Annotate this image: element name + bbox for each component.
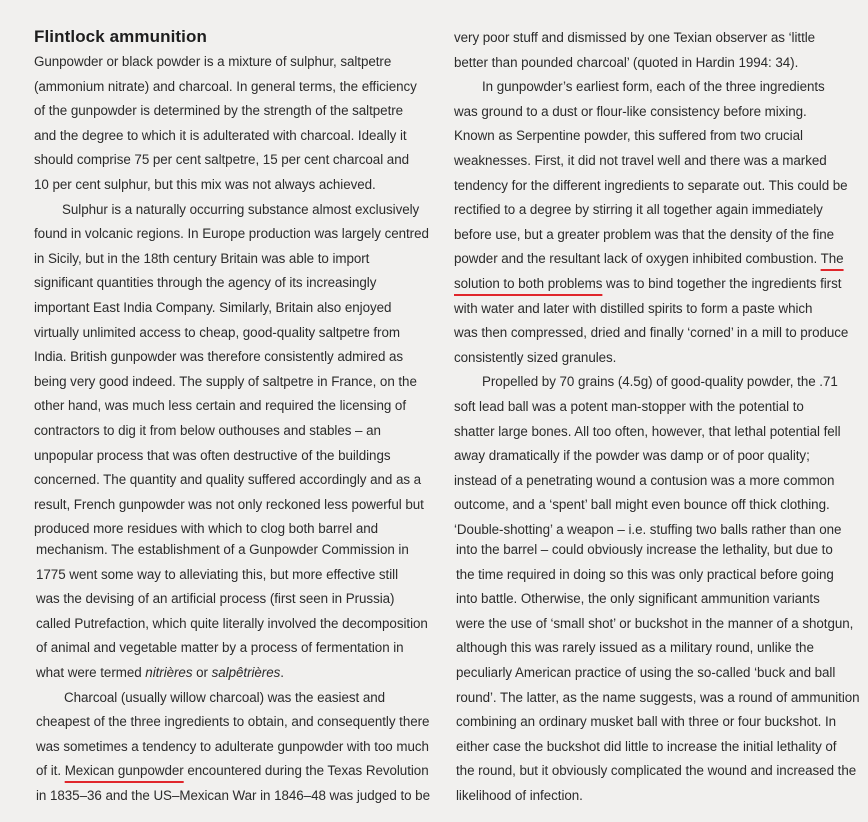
text-line: found in volcanic regions. In Europe production was largely centred <box>34 226 429 242</box>
text-line: India. British gunpowder was therefore consistently admired as <box>34 349 404 365</box>
text-line: virtually unlimited access to cheap, good-quality saltpetre from <box>34 324 400 340</box>
text-line <box>36 661 429 686</box>
text-line: likelihood of infection. <box>456 787 583 803</box>
text-line: Sulphur is a naturally occurring substance almost exclusively <box>62 201 420 217</box>
text-line: combining an ordinary musket ball with three or four buckshot. In <box>456 714 837 730</box>
text-line: the time required in doing so this was only practical before going <box>456 566 834 582</box>
text-line: round’. The latter, as the name suggests, was a round of ammunition <box>456 689 860 705</box>
text-span: what were termed <box>36 664 146 680</box>
text-line: Known as Serpentine powder, this suffered from two crucial <box>454 128 803 144</box>
text-line: Charcoal (usually willow charcoal) was the easiest and <box>64 689 386 705</box>
text-line: unpopular process that was often destructive of the buildings <box>34 447 391 463</box>
text-line: shatter large bones. All too often, however, that lethal potential fell <box>454 423 841 439</box>
text-line: better than pounded charcoal’ (quoted in Hardin 1994: 34). <box>454 54 799 70</box>
text-line: contractors to dig it from below outhouses and stables – an <box>34 422 381 438</box>
text-line: into battle. Otherwise, the only significant ammunition variants <box>456 591 820 607</box>
text-line: with water and later with distilled spirits to form a paste which <box>454 300 813 316</box>
text-line: result, French gunpowder was not only reckoned less powerful but <box>34 496 424 512</box>
text-line: peculiarly American practice of using the so-called ‘buck and ball <box>456 664 836 680</box>
text-line: being very good indeed. The supply of saltpetre in France, on the <box>34 373 417 389</box>
text-line <box>454 247 844 272</box>
text-line: and the degree to which it is adulterated with charcoal. Ideally it <box>34 127 407 143</box>
text-line: into the barrel – could obviously increase the lethality, but due to <box>456 542 833 557</box>
text-line: of the gunpowder is determined by the strength of the saltpetre <box>34 103 404 119</box>
text-line: concerned. The quantity and quality suffered accordingly and as a <box>34 472 422 488</box>
text-span: of it. <box>36 763 65 779</box>
left-column-bottom <box>36 538 429 809</box>
text-line: Propelled by 70 grains (4.5g) of good-quality powder, the .71 <box>482 374 838 390</box>
text-line: cheapest of the three ingredients to obtain, and consequently there <box>36 714 430 730</box>
text-line: mechanism. The establishment of a Gunpowder Commission in <box>36 542 409 557</box>
text-line: the round, but it obviously complicated the wound and increased the <box>456 763 857 779</box>
text-line: produced more residues with which to clog both barrel and <box>34 521 379 537</box>
text-line: ‘Double-shotting’ a weapon – i.e. stuffing two balls rather than one <box>454 521 842 537</box>
italic-term: nitrières <box>145 664 193 680</box>
right-column-bottom <box>456 538 860 809</box>
text-line: (ammonium nitrate) and charcoal. In general terms, the efficiency <box>34 78 417 94</box>
text-line: instead of a penetrating wound a contusion was a more common <box>454 472 835 488</box>
highlighted-phrase: The <box>820 251 844 267</box>
text-line: rectified to a degree by stirring it all together again immediately <box>454 202 823 218</box>
text-line: called Putrefaction, which quite literally involved the decomposition <box>36 615 428 631</box>
text-line: tendency for the different ingredients to separate out. This could be <box>454 177 848 193</box>
text-line: in Sicily, but in the 18th century Britain was able to import <box>34 250 370 266</box>
text-span: encountered during the Texas Revolution <box>183 763 429 779</box>
left-column-top <box>34 26 429 542</box>
text-line: was sometimes a tendency to adulterate gunpowder with too much <box>36 738 429 754</box>
text-line: very poor stuff and dismissed by one Texian observer as ‘little <box>454 30 816 45</box>
text-line: 1775 went some way to alleviating this, but more effective still <box>36 566 399 582</box>
text-line: consistently sized granules. <box>454 349 617 365</box>
text-line <box>454 272 844 297</box>
text-line: although this was rarely issued as a military round, unlike the <box>456 640 814 656</box>
text-line: 10 per cent sulphur, but this mix was not always achieved. <box>34 176 376 192</box>
section-heading: Flintlock ammunition <box>34 27 207 46</box>
text-line: other hand, was much less certain and required the licensing of <box>34 398 407 414</box>
text-span: . <box>280 664 284 680</box>
italic-term: salpêtrières <box>211 664 281 680</box>
text-line: either case the buckshot did little to increase the initial lethality of <box>456 738 837 754</box>
text-line: outcome, and a ‘spent’ ball might even bounce off thick clothing. <box>454 497 830 513</box>
text-span: or <box>192 664 212 680</box>
highlighted-phrase: Mexican gunpowder <box>64 763 184 779</box>
text-span: was to bind together the ingredients first <box>602 275 842 291</box>
text-line: In gunpowder’s earliest form, each of the three ingredients <box>482 79 825 95</box>
text-line: weaknesses. First, it did not travel well and there was a marked <box>454 152 827 168</box>
text-line: soft lead ball was a potent man-stopper with the potential to <box>454 398 804 414</box>
text-span: powder and the resultant lack of oxygen inhibited combustion. <box>454 251 821 267</box>
text-line: away dramatically if the powder was damp or of poor quality; <box>454 448 810 464</box>
text-line: of animal and vegetable matter by a process of fermentation in <box>36 640 404 656</box>
text-line: Gunpowder or black powder is a mixture of sulphur, saltpetre <box>34 54 392 69</box>
highlighted-phrase: solution to both problems <box>454 275 603 291</box>
text-line: should comprise 75 per cent saltpetre, 15 per cent charcoal and <box>34 152 409 168</box>
text-line: were the use of ‘small shot’ or buckshot in the manner of a shotgun, <box>456 615 854 631</box>
right-column-top <box>454 26 849 542</box>
text-line: significant quantities through the agency of its increasingly <box>34 275 377 291</box>
text-line: was ground to a dust or flour-like consistency before mixing. <box>454 103 807 119</box>
text-line: in 1835–36 and the US–Mexican War in 1846–48 was judged to be <box>36 787 430 803</box>
text-line: important East India Company. Similarly, Britain also enjoyed <box>34 299 392 315</box>
text-line <box>36 759 429 784</box>
text-line: before use, but a greater problem was that the density of the fine <box>454 226 835 242</box>
text-line: was then compressed, dried and finally ‘corned’ in a mill to produce <box>454 325 849 341</box>
text-line: was the devising of an artificial process (first seen in Prussia) <box>36 591 395 607</box>
